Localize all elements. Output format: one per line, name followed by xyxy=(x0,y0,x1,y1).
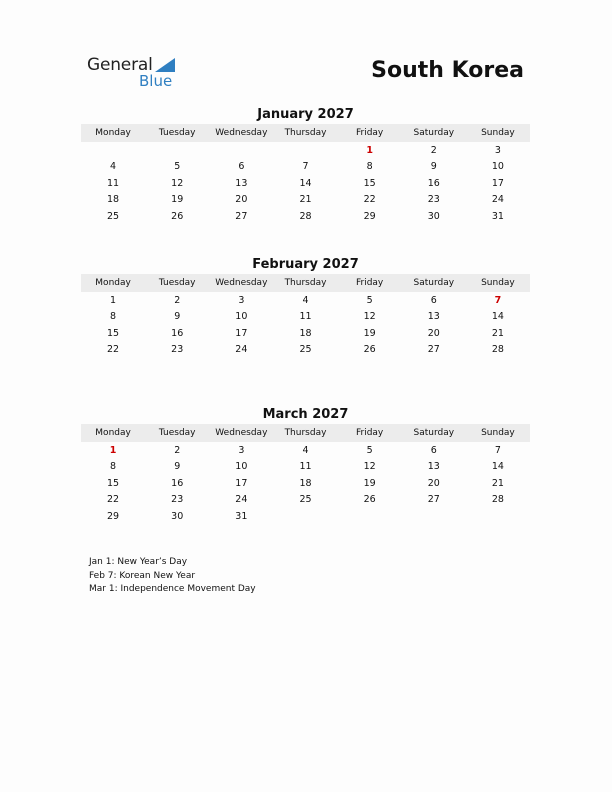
weekday-header: Friday xyxy=(338,124,402,142)
day-cell: 30 xyxy=(427,210,440,222)
week-row xyxy=(81,442,530,459)
day-cell: 24 xyxy=(235,494,248,506)
week-row xyxy=(81,159,530,176)
week-row xyxy=(81,475,530,492)
day-cell: 6 xyxy=(430,294,437,306)
day-cell: 25 xyxy=(107,210,120,222)
day-cell: 9 xyxy=(174,461,181,473)
day-cell: 7 xyxy=(494,444,501,456)
weekday-header-row xyxy=(81,424,530,442)
day-cell: 19 xyxy=(363,327,376,339)
month-title: March 2027 xyxy=(262,407,349,422)
month-title: February 2027 xyxy=(252,257,359,272)
day-cell: 28 xyxy=(491,344,504,356)
day-cell: 19 xyxy=(363,477,376,489)
calendar-grid xyxy=(81,274,530,358)
day-cell: 2 xyxy=(174,294,181,306)
weekday-header: Tuesday xyxy=(145,274,209,292)
month-title: January 2027 xyxy=(257,107,354,122)
week-row xyxy=(81,325,530,342)
day-cell: 8 xyxy=(366,161,373,173)
day-cell: 10 xyxy=(235,461,248,473)
day-cell: 26 xyxy=(363,494,376,506)
day-cell: 2 xyxy=(174,444,181,456)
day-cell xyxy=(209,142,273,159)
day-cell: 9 xyxy=(430,161,437,173)
logo-general-text: General xyxy=(87,55,153,75)
day-cell: 22 xyxy=(107,494,120,506)
day-cell: 18 xyxy=(299,477,312,489)
day-cell: 17 xyxy=(235,327,248,339)
holiday-note: Jan 1: New Year’s Day xyxy=(89,557,188,567)
day-cell: 1 xyxy=(109,444,117,456)
day-cell: 14 xyxy=(299,177,312,189)
day-cell xyxy=(402,508,466,525)
day-cell: 20 xyxy=(427,327,440,339)
weekday-header: Friday xyxy=(338,274,402,292)
day-cell: 7 xyxy=(494,294,502,306)
week-row xyxy=(81,142,530,159)
logo-triangle-icon xyxy=(155,58,175,72)
weekday-header: Wednesday xyxy=(209,124,273,142)
day-cell: 22 xyxy=(363,194,376,206)
day-cell: 22 xyxy=(107,344,120,356)
day-cell: 21 xyxy=(491,327,504,339)
day-cell: 13 xyxy=(235,177,248,189)
weekday-header: Sunday xyxy=(466,124,530,142)
weekday-header: Monday xyxy=(81,274,145,292)
holiday-note: Feb 7: Korean New Year xyxy=(89,570,196,581)
week-row xyxy=(81,459,530,476)
weekday-header: Thursday xyxy=(273,274,337,292)
weekday-header: Sunday xyxy=(466,274,530,292)
day-cell xyxy=(273,142,337,159)
day-cell: 29 xyxy=(107,510,120,522)
calendar-grid xyxy=(81,124,530,225)
week-row xyxy=(81,192,530,209)
week-row xyxy=(81,175,530,192)
day-cell: 30 xyxy=(171,510,184,522)
day-cell: 16 xyxy=(427,177,440,189)
day-cell: 7 xyxy=(302,161,309,173)
day-cell: 23 xyxy=(171,344,184,356)
day-cell: 9 xyxy=(174,311,181,323)
day-cell: 11 xyxy=(107,177,120,189)
day-cell: 14 xyxy=(491,461,504,473)
weekday-header: Sunday xyxy=(466,424,530,442)
day-cell: 16 xyxy=(171,327,184,339)
day-cell: 12 xyxy=(171,177,184,189)
day-cell: 15 xyxy=(363,177,376,189)
day-cell: 24 xyxy=(491,194,504,206)
day-cell xyxy=(81,142,145,159)
day-cell: 28 xyxy=(491,494,504,506)
day-cell xyxy=(145,142,209,159)
day-cell: 27 xyxy=(235,210,248,222)
day-cell: 27 xyxy=(427,494,440,506)
holiday-notes xyxy=(89,556,256,597)
day-cell: 10 xyxy=(491,161,504,173)
week-row xyxy=(81,292,530,309)
day-cell: 20 xyxy=(427,477,440,489)
day-cell xyxy=(273,508,337,525)
day-cell: 5 xyxy=(366,294,373,306)
day-cell: 31 xyxy=(491,210,504,222)
day-cell: 14 xyxy=(491,311,504,323)
day-cell: 8 xyxy=(110,461,117,473)
day-cell: 18 xyxy=(299,327,312,339)
calendar-grid xyxy=(81,424,530,525)
day-cell: 28 xyxy=(299,210,312,222)
logo-blue-text: Blue xyxy=(139,72,173,90)
day-cell: 4 xyxy=(302,294,309,306)
month-february xyxy=(81,256,530,358)
day-cell: 1 xyxy=(366,144,373,156)
day-cell: 10 xyxy=(235,311,248,323)
week-row xyxy=(81,508,530,525)
weekday-header-row xyxy=(81,124,530,142)
weekday-header: Monday xyxy=(81,124,145,142)
day-cell: 13 xyxy=(427,461,440,473)
day-cell: 15 xyxy=(107,327,120,339)
day-cell: 6 xyxy=(238,161,245,173)
weekday-header: Saturday xyxy=(402,124,466,142)
day-cell: 25 xyxy=(299,494,312,506)
weekday-header: Monday xyxy=(81,424,145,442)
week-row xyxy=(81,342,530,359)
weekday-header: Saturday xyxy=(402,274,466,292)
day-cell: 5 xyxy=(174,161,181,173)
country-title: South Korea xyxy=(371,58,524,83)
day-cell: 13 xyxy=(427,311,440,323)
day-cell: 6 xyxy=(430,444,437,456)
weekday-header: Friday xyxy=(338,424,402,442)
weekday-header: Thursday xyxy=(273,424,337,442)
month-march xyxy=(81,406,530,525)
weekday-header: Tuesday xyxy=(145,424,209,442)
day-cell: 17 xyxy=(491,177,504,189)
day-cell: 3 xyxy=(494,144,501,156)
day-cell: 23 xyxy=(171,494,184,506)
day-cell: 4 xyxy=(110,161,117,173)
week-row xyxy=(81,492,530,509)
day-cell: 31 xyxy=(235,510,248,522)
day-cell: 26 xyxy=(171,210,184,222)
week-row xyxy=(81,208,530,225)
day-cell: 23 xyxy=(427,194,440,206)
day-cell xyxy=(338,508,402,525)
weekday-header: Tuesday xyxy=(145,124,209,142)
day-cell: 3 xyxy=(238,294,245,306)
weekday-header: Saturday xyxy=(402,424,466,442)
day-cell: 24 xyxy=(235,344,248,356)
day-cell: 12 xyxy=(363,311,376,323)
day-cell: 16 xyxy=(171,477,184,489)
day-cell: 29 xyxy=(363,210,376,222)
day-cell: 20 xyxy=(235,194,248,206)
day-cell: 25 xyxy=(299,344,312,356)
month-january xyxy=(81,106,530,225)
day-cell: 11 xyxy=(299,311,312,323)
day-cell: 18 xyxy=(107,194,120,206)
day-cell: 15 xyxy=(107,477,120,489)
day-cell: 8 xyxy=(110,311,117,323)
generalblue-logo xyxy=(87,55,173,90)
day-cell: 21 xyxy=(299,194,312,206)
day-cell: 17 xyxy=(235,477,248,489)
day-cell: 11 xyxy=(299,461,312,473)
day-cell: 3 xyxy=(238,444,245,456)
day-cell: 12 xyxy=(363,461,376,473)
day-cell xyxy=(466,508,530,525)
day-cell: 2 xyxy=(430,144,437,156)
day-cell: 19 xyxy=(171,194,184,206)
day-cell: 1 xyxy=(110,294,117,306)
weekday-header-row xyxy=(81,274,530,292)
day-cell: 21 xyxy=(491,477,504,489)
day-cell: 27 xyxy=(427,344,440,356)
day-cell: 5 xyxy=(366,444,373,456)
weekday-header: Thursday xyxy=(273,124,337,142)
weekday-header: Wednesday xyxy=(209,424,273,442)
weekday-header: Wednesday xyxy=(209,274,273,292)
holiday-note: Mar 1: Independence Movement Day xyxy=(89,584,256,594)
day-cell: 4 xyxy=(302,444,309,456)
week-row xyxy=(81,309,530,326)
day-cell: 26 xyxy=(363,344,376,356)
